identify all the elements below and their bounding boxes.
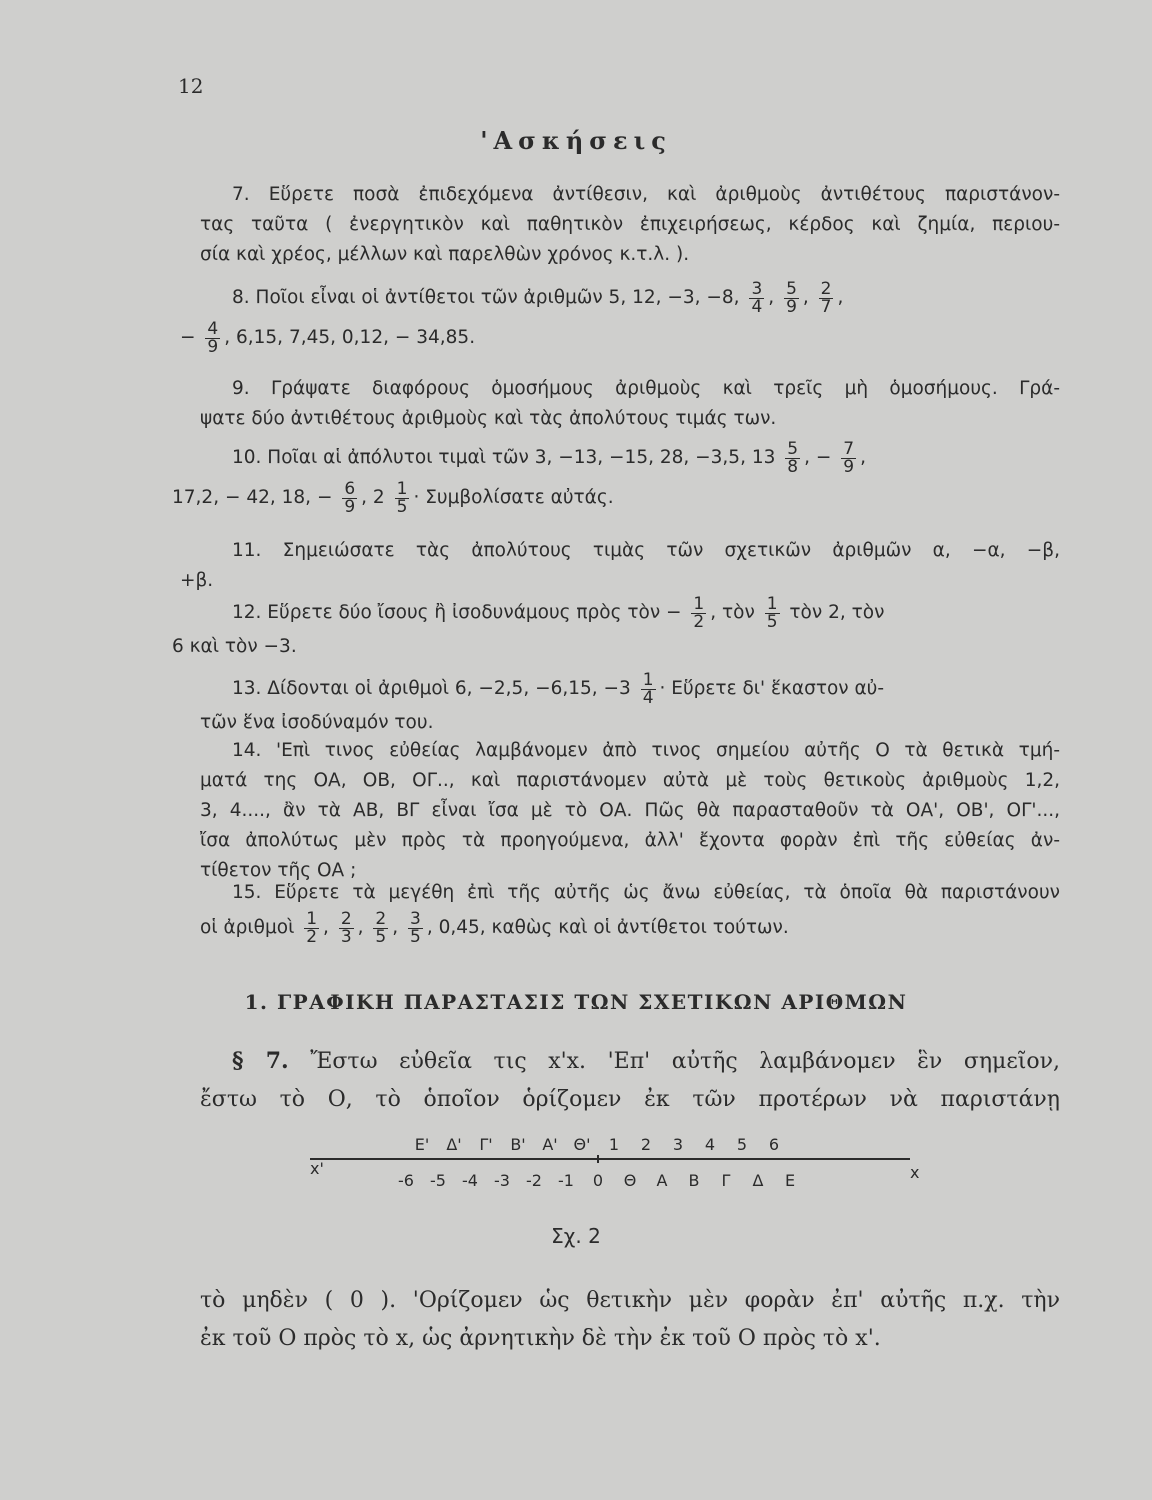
exercise-13 <box>200 670 1060 738</box>
exercise-14-line-5: τίθετον τῆς ΟΑ ; <box>200 860 357 881</box>
exercise-10-line-1: 10. Ποῖαι αἱ ἀπόλυτοι τιμαὶ τῶν 3, −13, −15, 28, −3,5, 13 $\frac{5}{8}$ , − $\frac{7}{9}$ , <box>232 438 866 477</box>
exercise-15-line-2: οἱ ἀριθμοὶ $\frac{1}{2}$ , $\frac{2}{3}$ , $\frac{2}{5}$ , $\frac{3}{5}$ , 0,45, καθὼς καὶ οἱ ἀντίθετοι τούτων. <box>200 908 789 947</box>
axis-top-label: 4 <box>704 1135 716 1154</box>
axis-right-end-label: x <box>910 1163 920 1182</box>
fraction: $\frac{5}{8}$ <box>787 438 799 477</box>
exercise-14-line-2: ματά της ΟΑ, ΟΒ, ΟΓ.., καὶ παριστάνομεν αὐτὰ μὲ τοὺς θετικοὺς ἀριθμοὺς 1,2, <box>200 770 1060 791</box>
exercise-9 <box>200 374 1060 434</box>
fraction: $\frac{1}{4}$ <box>642 669 654 708</box>
page-number: 12 <box>178 74 204 98</box>
axis-bottom-label: Γ <box>721 1171 731 1190</box>
exercise-7-line-1: 7. Εὕρετε ποσὰ ἐπιδεχόμενα ἀντίθεσιν, καὶ ἀριθμοὺς ἀντιθέτους παριστάνον- <box>232 184 1060 205</box>
exercise-14-line-4: ἴσα ἀπολύτως μὲν πρὸς τὰ προηγούμενα, ἀλλ' ἔχοντα φορὰν ἐπὶ τῆς εὐθείας ἀν- <box>200 830 1060 851</box>
axis-bottom-label: -5 <box>430 1171 446 1190</box>
axis-bottom-labels <box>398 1171 795 1190</box>
exercise-11-line-2: +β. <box>180 570 214 591</box>
exercise-7 <box>200 180 1060 270</box>
paragraph-1-line-2: ἔστω τὸ Ο, τὸ ὁποῖον ὁρίζομεν ἐκ τῶν προτέρων νὰ παριστάνῃ <box>200 1087 1060 1112</box>
axis-bottom-label: -1 <box>558 1171 574 1190</box>
axis-top-labels <box>415 1135 779 1154</box>
axis-bottom-label: Β <box>688 1171 700 1190</box>
axis-top-label: Γ' <box>479 1135 493 1154</box>
fraction: $\frac{1}{2}$ <box>693 593 705 632</box>
exercise-8-line-1: 8. Ποῖοι εἶναι οἱ ἀντίθετοι τῶν ἀριθμῶν 5, 12, −3, −8, $\frac{3}{4}$ , $\frac{5}{9}$ , $\frac{2}{7}$ , <box>232 278 844 317</box>
axis-bottom-label: Δ <box>752 1171 764 1190</box>
axis-top-label: Θ' <box>573 1135 591 1154</box>
axis-bottom-label: Α <box>656 1171 668 1190</box>
paragraph-1 <box>200 1042 1060 1119</box>
axis-top-label: 2 <box>640 1135 652 1154</box>
fraction: $\frac{1}{2}$ <box>306 908 318 947</box>
fraction: $\frac{2}{5}$ <box>375 908 387 947</box>
exercises-heading: 'Ασκήσεις <box>480 126 672 155</box>
paragraph-1-line-1: § 7. Ἔστω εὐθεῖα τις x'x. 'Επ' αὐτῆς λαμβάνομεν ἓν σημεῖον, <box>232 1048 1060 1074</box>
exercise-14-line-3: 3, 4...., ἂν τὰ ΑΒ, ΒΓ εἶναι ἴσα μὲ τὸ ΟΑ. Πῶς θὰ παρασταθοῦν τὰ ΟΑ', ΟΒ', ΟΓ'..., <box>200 800 1060 821</box>
section-mark: § 7. <box>232 1048 289 1074</box>
section-title: 1. ΓΡΑΦΙΚΗ ΠΑΡΑΣΤΑΣΙΣ ΤΩΝ ΣΧΕΤΙΚΩΝ ΑΡΙΘΜΩΝ <box>244 990 908 1014</box>
exercise-11 <box>180 536 1060 596</box>
exercise-7-line-2: τας ταῦτα ( ἐνεργητικὸν καὶ παθητικὸν ἐπιχειρήσεως, κέρδος καὶ ζημία, περιου- <box>200 214 1060 235</box>
paragraph-2-line-1: τὸ μηδὲν ( 0 ). 'Ορίζομεν ὡς θετικὴν μὲν φορὰν ἐπ' αὐτῆς π.χ. τὴν <box>200 1288 1060 1313</box>
fraction: $\frac{3}{4}$ <box>751 278 763 317</box>
fraction: $\frac{1}{5}$ <box>766 593 778 632</box>
exercise-15-line-1: 15. Εὕρετε τὰ μεγέθη ἐπὶ τῆς αὐτῆς ὡς ἄνω εὐθείας, τὰ ὁποῖα θὰ παριστάνουν <box>232 882 1060 903</box>
exercise-10-line-2: 17,2, − 42, 18, − $\frac{6}{9}$ , 2 $\frac{1}{5}$ · Συμβολίσατε αὐτάς. <box>172 478 614 517</box>
fraction: $\frac{7}{9}$ <box>843 438 855 477</box>
exercise-13-line-1: 13. Δίδονται οἱ ἀριθμοὶ 6, −2,5, −6,15, −3 $\frac{1}{4}$ · Εὕρετε δι' ἕκαστον αὐ- <box>232 669 885 708</box>
axis-top-label: 3 <box>672 1135 684 1154</box>
fraction: $\frac{2}{3}$ <box>340 908 352 947</box>
axis-bottom-label: -2 <box>526 1171 542 1190</box>
axis-top-label: 6 <box>768 1135 780 1154</box>
axis-bottom-label: Θ <box>623 1171 637 1190</box>
paragraph-2 <box>200 1282 1060 1358</box>
exercise-13-line-2: τῶν ἕνα ἰσοδύναμόν του. <box>200 712 434 733</box>
exercise-14 <box>200 736 1060 886</box>
exercise-7-line-3: σία καὶ χρέος, μέλλων καὶ παρελθὼν χρόνος κ.τ.λ. ). <box>200 244 690 265</box>
fraction: $\frac{6}{9}$ <box>344 478 356 517</box>
fraction: $\frac{5}{9}$ <box>786 278 797 317</box>
axis-bottom-label: -6 <box>398 1171 414 1190</box>
axis-left-end-label: x' <box>310 1159 324 1178</box>
axis-top-label: Β' <box>510 1135 526 1154</box>
exercise-10 <box>172 438 1060 518</box>
exercise-12 <box>172 593 1060 662</box>
axis-top-label: Ε' <box>414 1135 430 1154</box>
number-line-figure <box>290 1128 930 1198</box>
exercise-8 <box>180 278 1060 358</box>
axis-top-label: Α' <box>542 1135 558 1154</box>
axis-top-label: 5 <box>736 1135 748 1154</box>
fraction: $\frac{4}{9}$ <box>207 318 219 357</box>
fraction: $\frac{3}{5}$ <box>410 908 421 947</box>
exercise-14-line-1: 14. 'Επὶ τινος εὐθείας λαμβάνομεν ἀπὸ τινος σημείου αὐτῆς Ο τὰ θετικὰ τμή- <box>232 740 1060 761</box>
exercise-15 <box>200 878 1060 948</box>
axis-bottom-label: 0 <box>592 1171 604 1190</box>
fraction: $\frac{2}{7}$ <box>820 278 832 317</box>
exercise-12-line-2: 6 καὶ τὸν −3. <box>172 636 297 657</box>
exercise-9-line-2: ψατε δύο ἀντιθέτους ἀριθμοὺς καὶ τὰς ἀπολύτους τιμάς των. <box>200 408 777 429</box>
exercise-9-line-1: 9. Γράψατε διαφόρους ὁμοσήμους ἀριθμοὺς καὶ τρεῖς μὴ ὁμοσήμους. Γρά- <box>232 378 1060 399</box>
axis-top-label: Δ' <box>446 1135 462 1154</box>
axis-top-label: 1 <box>608 1135 620 1154</box>
fraction: $\frac{1}{5}$ <box>396 478 408 517</box>
exercise-12-line-1: 12. Εὕρετε δύο ἴσους ἢ ἰσοδυνάμους πρὸς τὸν − $\frac{1}{2}$ , τὸν $\frac{1}{5}$ τὸν 2, τὸν <box>232 593 885 632</box>
exercise-8-text-1: 8. Ποῖοι εἶναι οἱ ἀντίθετοι τῶν ἀριθμῶν 5, 12, −3, −8, <box>232 287 740 308</box>
axis-bottom-label: -4 <box>462 1171 478 1190</box>
axis-bottom-label: Ε <box>784 1171 796 1190</box>
exercise-8-line-2: − $\frac{4}{9}$ , 6,15, 7,45, 0,12, − 34,85. <box>180 318 476 357</box>
axis-bottom-label: -3 <box>494 1171 510 1190</box>
figure-caption: Σχ. 2 <box>551 1224 601 1248</box>
exercise-11-line-1: 11. Σημειώσατε τὰς ἀπολύτους τιμὰς τῶν σχετικῶν ἀριθμῶν α, −α, −β, <box>232 540 1060 561</box>
paragraph-2-line-2: ἐκ τοῦ Ο πρὸς τὸ x, ὡς ἀρνητικὴν δὲ τὴν ἐκ τοῦ Ο πρὸς τὸ x'. <box>200 1326 881 1351</box>
